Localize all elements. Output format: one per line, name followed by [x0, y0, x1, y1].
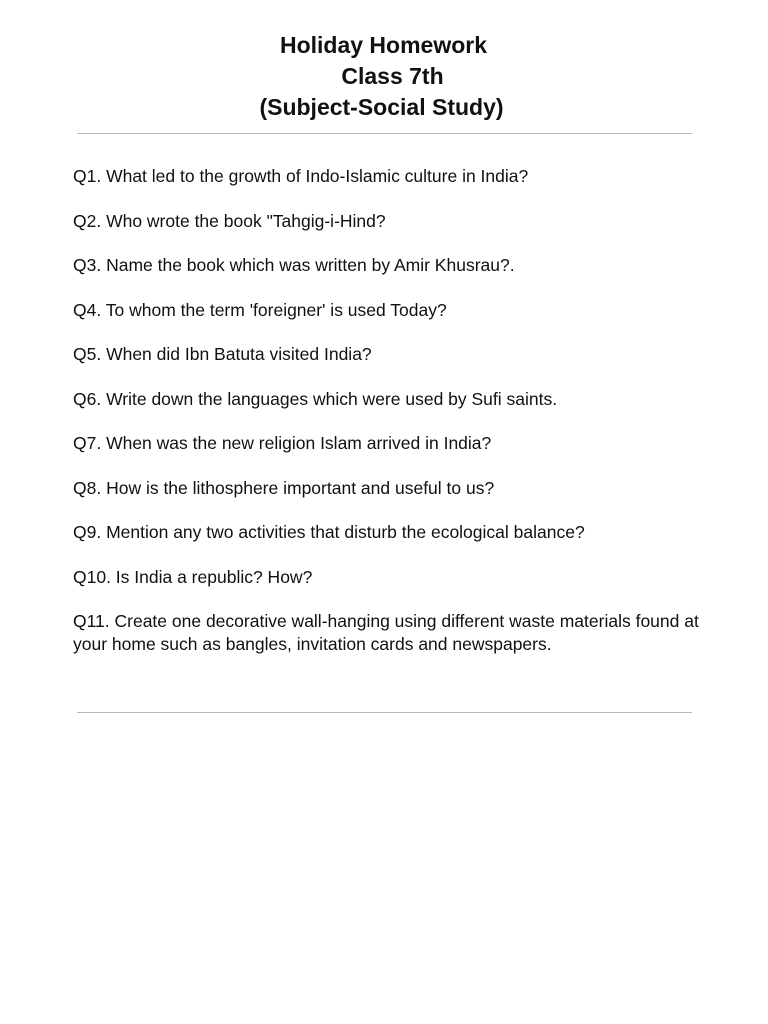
document-header [0, 30, 768, 123]
top-divider [77, 133, 692, 134]
question-10: Q10. Is India a republic? How? [73, 566, 313, 587]
bottom-divider [77, 712, 692, 713]
question-8: Q8. How is the lithosphere important and useful to us? [73, 477, 495, 498]
question-3: Q3. Name the book which was written by Amir Khusrau?. [73, 255, 515, 275]
question-6: Q6. Write down the languages which were used by Sufi saints. [73, 388, 558, 409]
document-title: Holiday Homework [279, 32, 488, 58]
question-7: Q7. When was the new religion Islam arrived in India? [73, 433, 492, 453]
subject-label: (Subject-Social Study) [259, 94, 504, 120]
question-4: Q4. To whom the term 'foreigner' is used Today? [73, 299, 447, 320]
question-5: Q5. When did Ibn Batuta visited India? [73, 344, 372, 364]
question-2: Q2. Who wrote the book "Tahgig-i-Hind? [73, 210, 386, 231]
question-list [73, 165, 703, 677]
question-1: Q1. What led to the growth of Indo-Islamic culture in India? [73, 166, 529, 186]
question-11: Q11. Create one decorative wall-hanging using different waste materials found at your home such as bangles, invitation cards and newspapers. [73, 611, 699, 654]
class-label: Class 7th [341, 63, 444, 89]
question-9: Q9. Mention any two activities that disturb the ecological balance? [73, 522, 585, 542]
